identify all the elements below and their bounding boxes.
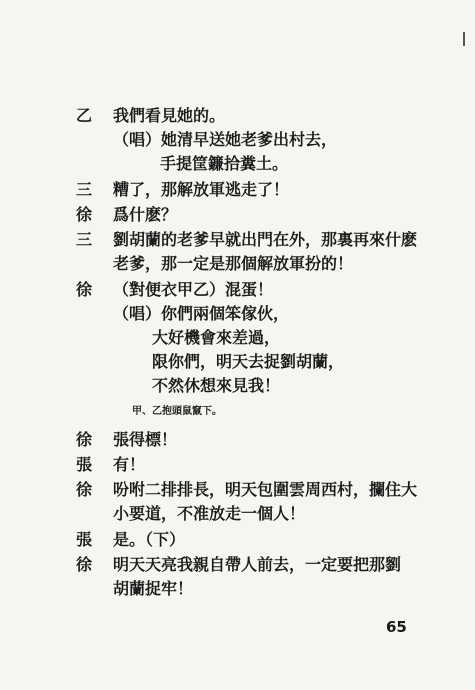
margin-mark <box>463 32 471 46</box>
speaker-label: 徐 <box>76 205 93 224</box>
speaker-label: 徐 <box>76 555 93 574</box>
dialogue-line: 有！ <box>113 455 146 474</box>
dialogue-line: 小要道，不准放走一個人！ <box>113 504 306 523</box>
dialogue-line: 吩咐二排排長，明天包圍雲周西村，攔住大 <box>113 480 418 499</box>
dialogue-line: 明天天亮我親自帶人前去，一定要把那劉 <box>113 555 402 574</box>
dialogue-line: 胡蘭捉牢！ <box>113 579 194 598</box>
speaker-label: 三 <box>76 230 93 249</box>
speaker-label: 張 <box>76 530 93 549</box>
speaker-label: 乙 <box>76 106 93 125</box>
song-line: 大好機會來差過， <box>152 328 281 347</box>
speaker-label: 徐 <box>76 430 93 449</box>
speaker-label: 三 <box>76 180 93 199</box>
stage-direction: 甲、乙抱頭鼠竄下。 <box>132 406 222 417</box>
dialogue-line: 爲什麽？ <box>113 205 178 224</box>
song-line: （唱）你們兩個笨傢伙， <box>113 304 290 323</box>
song-line: 不然休想來見我！ <box>152 376 281 395</box>
speaker-label: 徐 <box>76 280 93 299</box>
dialogue-line: 張得標！ <box>113 430 178 449</box>
speaker-label: 張 <box>76 455 93 474</box>
dialogue-line: 是。（下） <box>113 530 186 549</box>
dialogue-line: （對便衣甲乙）混蛋！ <box>113 280 274 299</box>
dialogue-line: 糟了，那解放軍逃走了！ <box>113 180 290 199</box>
dialogue-line: 我們看見她的。 <box>113 106 226 125</box>
dialogue-line: 劉胡蘭的老爹早就出門在外，那裏再來什麽 <box>113 230 418 249</box>
song-line: 限你們，明天去捉劉胡蘭， <box>152 352 345 371</box>
dialogue-line: 老爹，那一定是那個解放軍扮的！ <box>113 254 354 273</box>
speaker-label: 徐 <box>76 480 93 499</box>
page-number: 65 <box>386 618 407 636</box>
song-line: （唱）她清早送她老爹出村去， <box>113 130 338 149</box>
song-line: 手提筐鐮拾糞土。 <box>160 154 289 173</box>
